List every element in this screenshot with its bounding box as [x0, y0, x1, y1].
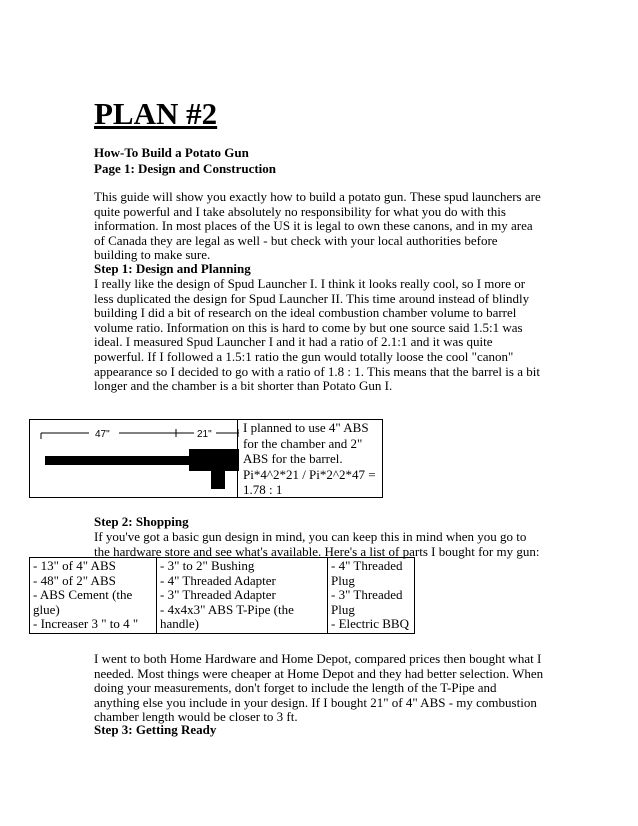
- after-parts-paragraph: I went to both Home Hardware and Home Depot, compared prices then bought what I needed. Most things were cheaper at Home Depot and they had better selection. When doing your measurements, don't forget to include the length of the T-Pipe and anything else you include in your design. If I bought 21" of 4" ABS - my combustion chamber length would be closer to 3 ft.: [94, 651, 544, 725]
- step1-paragraph: I really like the design of Spud Launcher I. I think it looks really cool, so I more or less duplicated the design for Spud Launcher II. This time around instead of blindly building I did a bit of research on the ideal combustion chamber volume to barrel volume ratio. Information on this is hard to come by but one source said 1.5:1 was ideal. I measured Spud Launcher I and it had a ratio of 2.1:1 and it was quite powerful. If I followed a 1.5:1 ratio the gun would totally loose the cool "canon" appearance so I decided to go with a ratio of 1.8 : 1. This means that the barrel is a bit longer and the chamber is a bit shorter than Potato Gun I.: [94, 276, 540, 394]
- step2-heading: Step 2: Shopping: [94, 514, 189, 529]
- parts-col-3: - 4" Threaded Plug - 3" Threaded Plug - Electric BBQ: [328, 558, 415, 634]
- chamber-shape: [189, 449, 239, 471]
- page-title: PLAN #2: [94, 96, 218, 131]
- gun-diagram: [29, 419, 239, 498]
- table-row: [30, 558, 415, 634]
- parts-col-2: - 3" to 2" Bushing - 4" Threaded Adapter - 3" Threaded Adapter - 4x4x3" ABS T-Pipe (the handle): [157, 558, 328, 634]
- subtitle-page: Page 1: Design and Construction: [94, 161, 277, 176]
- barrel-shape: [45, 456, 213, 465]
- dim-label-barrel: 47": [95, 429, 110, 440]
- handle-shape: [211, 471, 225, 489]
- step1-heading: Step 1: Design and Planning: [94, 261, 251, 276]
- parts-table: [29, 557, 415, 634]
- dim-label-chamber: 21": [197, 429, 212, 440]
- figure-note: I planned to use 4" ABS for the chamber and 2" ABS for the barrel. Pi*4^2*21 / Pi*2^2*47 = 1.78 : 1: [243, 420, 376, 498]
- parts-col-1: - 13" of 4" ABS - 48" of 2" ABS - ABS Cement (the glue) - Increaser 3 " to 4 ": [30, 558, 157, 634]
- step3-heading: Step 3: Getting Ready: [94, 722, 217, 737]
- figure-divider: [237, 419, 238, 498]
- step2-paragraph: If you've got a basic gun design in mind, you can keep this in mind when you go to the hardware store and see what's available. Here's a list of parts I bought for my gun:: [94, 529, 540, 559]
- intro-paragraph: This guide will show you exactly how to build a potato gun. These spud launchers are quite powerful and I take absolutely no responsibility for what you do with this information. In most places of the US it is legal to own these canons, and in my area of Canada they are legal as well - but check with your local authorities before building to make sure.: [94, 189, 541, 263]
- subtitle-howto: How-To Build a Potato Gun: [94, 145, 249, 160]
